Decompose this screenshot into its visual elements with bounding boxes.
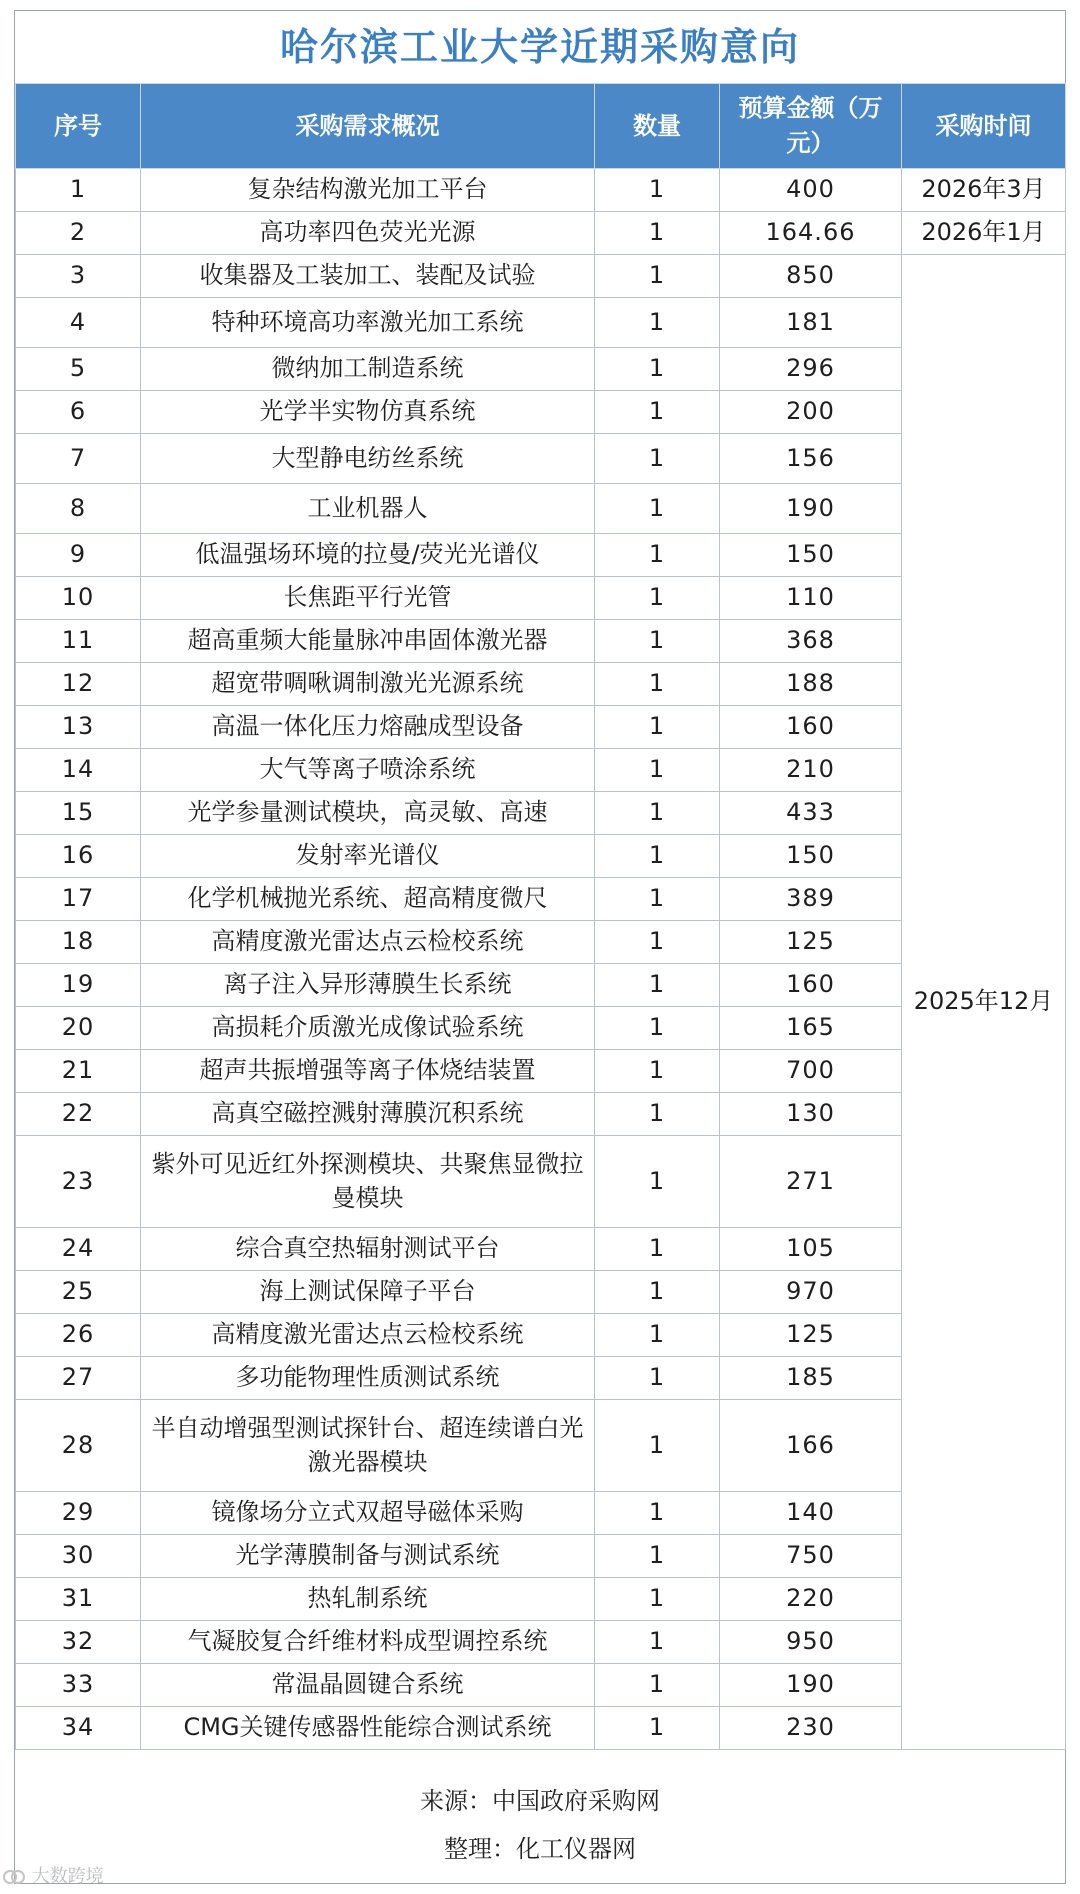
cell-budget: 156 xyxy=(720,434,902,484)
cell-qty: 1 xyxy=(595,663,720,706)
cell-no: 25 xyxy=(16,1271,141,1314)
cell-no: 10 xyxy=(16,577,141,620)
table-row xyxy=(16,169,1066,212)
cell-qty: 1 xyxy=(595,964,720,1007)
cell-no: 26 xyxy=(16,1314,141,1357)
watermark-logo-icon xyxy=(2,1868,26,1886)
cell-no: 14 xyxy=(16,749,141,792)
cell-budget: 140 xyxy=(720,1492,902,1535)
cell-budget: 125 xyxy=(720,1314,902,1357)
cell-qty: 1 xyxy=(595,1535,720,1578)
cell-no: 20 xyxy=(16,1007,141,1050)
cell-desc: 低温强场环境的拉曼/荧光光谱仪 xyxy=(141,534,595,577)
cell-no: 17 xyxy=(16,878,141,921)
cell-no: 8 xyxy=(16,484,141,534)
cell-budget: 105 xyxy=(720,1228,902,1271)
table-header-row xyxy=(16,84,1066,169)
cell-no: 9 xyxy=(16,534,141,577)
cell-qty: 1 xyxy=(595,1314,720,1357)
cell-budget: 190 xyxy=(720,1664,902,1707)
cell-budget: 125 xyxy=(720,921,902,964)
cell-desc: 高精度激光雷达点云检校系统 xyxy=(141,1314,595,1357)
cell-qty: 1 xyxy=(595,348,720,391)
cell-budget: 433 xyxy=(720,792,902,835)
header-desc: 采购需求概况 xyxy=(141,84,595,169)
cell-qty: 1 xyxy=(595,1093,720,1136)
cell-desc: 收集器及工装加工、装配及试验 xyxy=(141,255,595,298)
cell-qty: 1 xyxy=(595,1492,720,1535)
cell-qty: 1 xyxy=(595,484,720,534)
cell-no: 16 xyxy=(16,835,141,878)
cell-budget: 296 xyxy=(720,348,902,391)
cell-budget: 389 xyxy=(720,878,902,921)
cell-desc: 高温一体化压力熔融成型设备 xyxy=(141,706,595,749)
cell-budget: 970 xyxy=(720,1271,902,1314)
cell-qty: 1 xyxy=(595,434,720,484)
table-row xyxy=(16,255,1066,298)
cell-no: 22 xyxy=(16,1093,141,1136)
cell-time: 2026年1月 xyxy=(902,212,1066,255)
cell-budget: 200 xyxy=(720,391,902,434)
cell-desc: 高损耗介质激光成像试验系统 xyxy=(141,1007,595,1050)
cell-no: 30 xyxy=(16,1535,141,1578)
cell-budget: 850 xyxy=(720,255,902,298)
cell-budget: 220 xyxy=(720,1578,902,1621)
cell-desc: 半自动增强型测试探针台、超连续谱白光激光器模块 xyxy=(141,1400,595,1492)
cell-budget: 190 xyxy=(720,484,902,534)
cell-qty: 1 xyxy=(595,1228,720,1271)
cell-qty: 1 xyxy=(595,534,720,577)
cell-no: 3 xyxy=(16,255,141,298)
cell-no: 27 xyxy=(16,1357,141,1400)
cell-no: 32 xyxy=(16,1621,141,1664)
cell-desc: CMG关键传感器性能综合测试系统 xyxy=(141,1707,595,1750)
cell-qty: 1 xyxy=(595,391,720,434)
cell-no: 11 xyxy=(16,620,141,663)
watermark xyxy=(2,1862,104,1888)
cell-budget: 110 xyxy=(720,577,902,620)
cell-no: 29 xyxy=(16,1492,141,1535)
cell-no: 33 xyxy=(16,1664,141,1707)
cell-qty: 1 xyxy=(595,1400,720,1492)
document-frame xyxy=(14,10,1066,1884)
cell-no: 2 xyxy=(16,212,141,255)
cell-desc: 高功率四色荧光光源 xyxy=(141,212,595,255)
cell-desc: 热轧制系统 xyxy=(141,1578,595,1621)
cell-budget: 700 xyxy=(720,1050,902,1093)
cell-budget: 230 xyxy=(720,1707,902,1750)
cell-qty: 1 xyxy=(595,1621,720,1664)
cell-qty: 1 xyxy=(595,792,720,835)
cell-desc: 发射率光谱仪 xyxy=(141,835,595,878)
table-row xyxy=(16,212,1066,255)
table-body xyxy=(16,169,1066,1750)
cell-no: 23 xyxy=(16,1136,141,1228)
cell-desc: 紫外可见近红外探测模块、共聚焦显微拉曼模块 xyxy=(141,1136,595,1228)
cell-desc: 大型静电纺丝系统 xyxy=(141,434,595,484)
cell-budget: 271 xyxy=(720,1136,902,1228)
procurement-table xyxy=(15,83,1066,1750)
cell-no: 15 xyxy=(16,792,141,835)
cell-qty: 1 xyxy=(595,1007,720,1050)
cell-desc: 长焦距平行光管 xyxy=(141,577,595,620)
cell-no: 21 xyxy=(16,1050,141,1093)
cell-no: 19 xyxy=(16,964,141,1007)
cell-no: 28 xyxy=(16,1400,141,1492)
cell-qty: 1 xyxy=(595,298,720,348)
cell-budget: 130 xyxy=(720,1093,902,1136)
cell-qty: 1 xyxy=(595,212,720,255)
cell-no: 24 xyxy=(16,1228,141,1271)
cell-time: 2026年3月 xyxy=(902,169,1066,212)
cell-time: 2025年12月 xyxy=(902,255,1066,1750)
cell-qty: 1 xyxy=(595,577,720,620)
cell-desc: 超高重频大能量脉冲串固体激光器 xyxy=(141,620,595,663)
cell-budget: 750 xyxy=(720,1535,902,1578)
cell-budget: 165 xyxy=(720,1007,902,1050)
cell-qty: 1 xyxy=(595,255,720,298)
header-qty: 数量 xyxy=(595,84,720,169)
header-no: 序号 xyxy=(16,84,141,169)
cell-budget: 368 xyxy=(720,620,902,663)
cell-qty: 1 xyxy=(595,706,720,749)
cell-desc: 高精度激光雷达点云检校系统 xyxy=(141,921,595,964)
cell-budget: 181 xyxy=(720,298,902,348)
cell-budget: 160 xyxy=(720,706,902,749)
cell-desc: 镜像场分立式双超导磁体采购 xyxy=(141,1492,595,1535)
source-text: 来源：中国政府采购网 xyxy=(420,1787,660,1815)
cell-desc: 微纳加工制造系统 xyxy=(141,348,595,391)
cell-budget: 188 xyxy=(720,663,902,706)
cell-desc: 离子注入异形薄膜生长系统 xyxy=(141,964,595,1007)
cell-no: 4 xyxy=(16,298,141,348)
cell-desc: 超宽带啁啾调制激光光源系统 xyxy=(141,663,595,706)
cell-qty: 1 xyxy=(595,620,720,663)
cell-no: 1 xyxy=(16,169,141,212)
cell-qty: 1 xyxy=(595,878,720,921)
cell-desc: 复杂结构激光加工平台 xyxy=(141,169,595,212)
cell-qty: 1 xyxy=(595,1707,720,1750)
cell-qty: 1 xyxy=(595,1271,720,1314)
footer xyxy=(15,1777,1065,1873)
cell-desc: 光学半实物仿真系统 xyxy=(141,391,595,434)
cell-desc: 超声共振增强等离子体烧结装置 xyxy=(141,1050,595,1093)
cell-no: 12 xyxy=(16,663,141,706)
cell-no: 18 xyxy=(16,921,141,964)
cell-qty: 1 xyxy=(595,1578,720,1621)
cell-budget: 150 xyxy=(720,534,902,577)
cell-budget: 160 xyxy=(720,964,902,1007)
cell-desc: 光学参量测试模块，高灵敏、高速 xyxy=(141,792,595,835)
cell-qty: 1 xyxy=(595,749,720,792)
cell-no: 5 xyxy=(16,348,141,391)
cell-budget: 400 xyxy=(720,169,902,212)
cell-no: 34 xyxy=(16,1707,141,1750)
cell-no: 31 xyxy=(16,1578,141,1621)
cell-budget: 185 xyxy=(720,1357,902,1400)
cell-desc: 特种环境高功率激光加工系统 xyxy=(141,298,595,348)
watermark-text: 大数跨境 xyxy=(31,1866,104,1887)
cell-desc: 综合真空热辐射测试平台 xyxy=(141,1228,595,1271)
cell-desc: 化学机械抛光系统、超高精度微尺 xyxy=(141,878,595,921)
header-time: 采购时间 xyxy=(902,84,1066,169)
cell-desc: 大气等离子喷涂系统 xyxy=(141,749,595,792)
cell-budget: 164.66 xyxy=(720,212,902,255)
cell-qty: 1 xyxy=(595,921,720,964)
compiled-by-text: 整理：化工仪器网 xyxy=(444,1835,636,1863)
page-title: 哈尔滨工业大学近期采购意向 xyxy=(279,25,800,69)
cell-qty: 1 xyxy=(595,169,720,212)
cell-desc: 多功能物理性质测试系统 xyxy=(141,1357,595,1400)
cell-budget: 150 xyxy=(720,835,902,878)
cell-desc: 常温晶圆键合系统 xyxy=(141,1664,595,1707)
cell-qty: 1 xyxy=(595,1357,720,1400)
header-budget: 预算金额（万元） xyxy=(720,84,902,169)
cell-qty: 1 xyxy=(595,1664,720,1707)
cell-desc: 海上测试保障子平台 xyxy=(141,1271,595,1314)
cell-desc: 工业机器人 xyxy=(141,484,595,534)
cell-budget: 166 xyxy=(720,1400,902,1492)
cell-no: 13 xyxy=(16,706,141,749)
cell-budget: 210 xyxy=(720,749,902,792)
cell-qty: 1 xyxy=(595,1136,720,1228)
cell-desc: 气凝胶复合纤维材料成型调控系统 xyxy=(141,1621,595,1664)
cell-budget: 950 xyxy=(720,1621,902,1664)
cell-desc: 光学薄膜制备与测试系统 xyxy=(141,1535,595,1578)
cell-qty: 1 xyxy=(595,835,720,878)
cell-desc: 高真空磁控溅射薄膜沉积系统 xyxy=(141,1093,595,1136)
cell-qty: 1 xyxy=(595,1050,720,1093)
cell-no: 7 xyxy=(16,434,141,484)
cell-no: 6 xyxy=(16,391,141,434)
